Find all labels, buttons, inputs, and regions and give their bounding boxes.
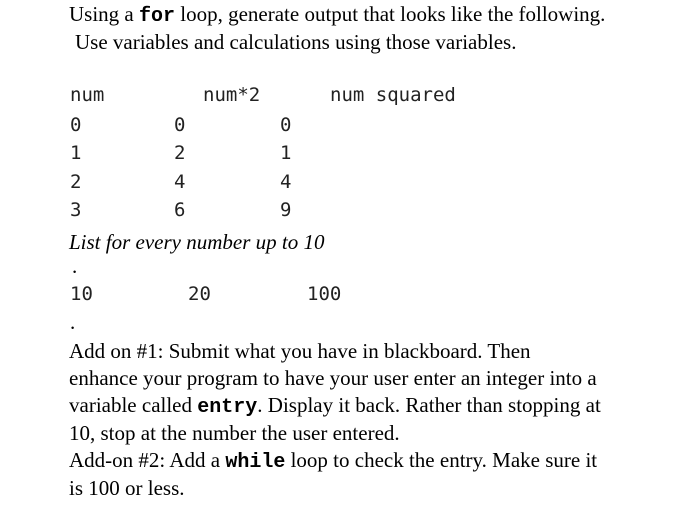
row-0-num: 0 xyxy=(70,114,82,136)
while-keyword: while xyxy=(225,451,286,474)
intro-line-1 xyxy=(69,0,605,31)
row-10-double: 20 xyxy=(188,283,211,305)
header-num: num xyxy=(70,84,105,106)
row-2-square: 4 xyxy=(280,171,292,193)
header-num-squared: num squared xyxy=(330,84,456,106)
row-2-num: 2 xyxy=(70,171,82,193)
row-3-square: 9 xyxy=(280,199,292,221)
addon1-line-3-post: . Display it back. Rather than stopping at xyxy=(257,393,601,417)
ellipsis-top: . xyxy=(72,254,78,278)
list-note: List for every number up to 10 xyxy=(69,230,325,254)
addon1-line-2: enhance your program to have your user enter an integer into a xyxy=(69,366,597,390)
addon1-line-4: 10, stop at the number the user entered. xyxy=(69,421,400,445)
header-num-times-2: num*2 xyxy=(203,84,261,106)
row-0-square: 0 xyxy=(280,114,292,136)
addon1-line-3 xyxy=(69,391,601,422)
row-0-double: 0 xyxy=(174,114,186,136)
row-2-double: 4 xyxy=(174,171,186,193)
addon2-line-1-pre: Add-on #2: Add a xyxy=(69,448,226,472)
intro-line-1-pre: Using a xyxy=(69,2,139,26)
addon1-line-1: Add on #1: Submit what you have in blackboard. Then xyxy=(69,339,531,363)
row-10-num: 10 xyxy=(70,283,93,305)
entry-keyword: entry xyxy=(197,396,258,419)
addon1-line-3-pre: variable called xyxy=(69,393,198,417)
intro-line-1-post: loop, generate output that looks like the following. xyxy=(175,2,606,26)
addon2-line-1 xyxy=(69,446,597,477)
ellipsis-bottom: . xyxy=(70,310,76,334)
row-1-num: 1 xyxy=(70,142,82,164)
row-10-square: 100 xyxy=(307,283,342,305)
for-keyword: for xyxy=(139,5,176,28)
addon2-line-2: is 100 or less. xyxy=(69,476,185,500)
addon2-line-1-post: loop to check the entry. Make sure it xyxy=(285,448,598,472)
row-3-double: 6 xyxy=(174,199,186,221)
row-3-num: 3 xyxy=(70,199,82,221)
intro-line-2: Use variables and calculations using those variables. xyxy=(75,30,517,54)
row-1-double: 2 xyxy=(174,142,186,164)
row-1-square: 1 xyxy=(280,142,292,164)
